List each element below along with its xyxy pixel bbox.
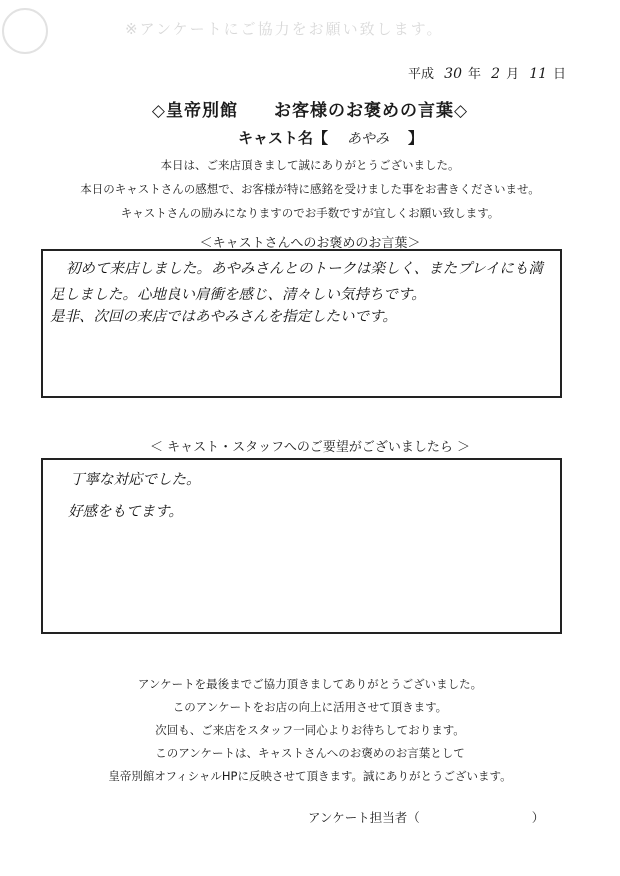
cast-name-field: [238, 127, 423, 148]
stamp-seal: [2, 8, 48, 54]
survey-date: [408, 63, 566, 82]
praise-line-1: 初めて来店しました。あやみさんとのトークは楽しく、またプレイにも満: [66, 261, 543, 277]
date-month: 2: [491, 66, 501, 82]
requests-heading: ＜ キャスト・スタッフへのご要望がございましたら ＞: [149, 440, 470, 455]
bleed-through-heading: ※アンケートにご協力をお願い致します。: [125, 20, 444, 38]
cast-name-label: キャスト名【: [238, 129, 329, 147]
praise-line-2: 足しました。心地良い肩衝を感じ、清々しい気持ちです。: [50, 287, 426, 303]
intro-line-2: 本日のキャストさんの感想で、お客様が特に感銘を受けました事をお書きくださいませ。: [80, 182, 540, 196]
cast-name-close: 】: [408, 129, 424, 147]
date-day: 11: [529, 66, 548, 82]
date-day-unit: 日: [553, 67, 567, 82]
closing-line-3: 次回も、ご来店をスタッフ一同心よりお待ちしております。: [155, 723, 465, 737]
intro-line-1: 本日は、ご来店頂きまして誠にありがとうございました。: [160, 158, 460, 172]
cast-name-value: あやみ: [347, 131, 390, 147]
closing-line-2: このアンケートをお店の向上に活用させて頂きます。: [172, 700, 448, 714]
respondent-close: ）: [531, 810, 545, 825]
date-year-unit: 年: [467, 67, 481, 82]
date-era: 平成: [408, 67, 435, 82]
closing-line-4: このアンケートは、キャストさんへのお褒めのお言葉として: [155, 746, 465, 760]
closing-line-5: 皇帝別館オフィシャルHPに反映させて頂きます。誠にありがとうございます。: [108, 769, 512, 783]
praise-heading: ＜キャストさんへのお褒めのお言葉＞: [199, 236, 421, 251]
date-month-unit: 月: [506, 67, 520, 82]
closing-line-1: アンケートを最後までご協力頂きましてありがとうございました。: [137, 677, 483, 691]
date-year: 30: [444, 66, 462, 82]
requests-line-2: 好感をもてます。: [68, 504, 183, 520]
intro-line-3: キャストさんの励みになりますのでお手数ですが宜しくお願い致します。: [120, 206, 500, 220]
page-title: ◇皇帝別館 お客様のお褒めの言葉◇: [151, 101, 469, 121]
requests-line-1: 丁寧な対応でした。: [70, 472, 201, 488]
respondent-label: アンケート担当者（: [308, 810, 420, 825]
respondent-field: [308, 808, 544, 826]
praise-line-3: 是非、次回の来店ではあやみさんを指定したいです。: [50, 309, 397, 325]
